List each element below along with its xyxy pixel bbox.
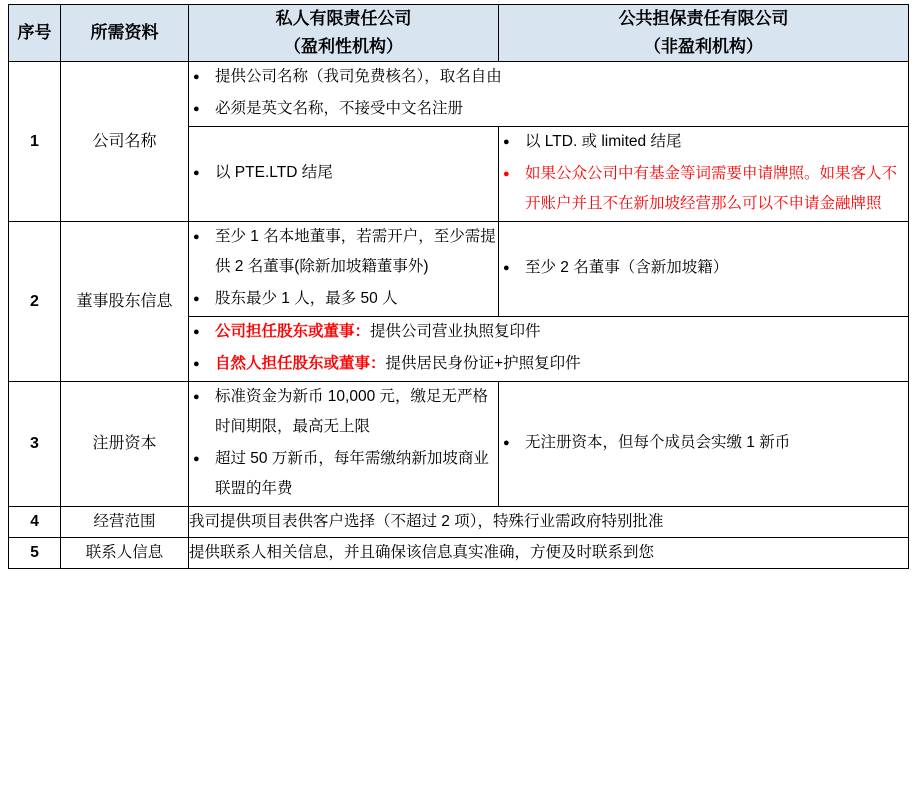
row-number: 2	[9, 222, 61, 382]
list-item: ● 至少 2 名董事（含新加坡籍）	[499, 253, 908, 283]
list-item: ● 标准资金为新币 10,000 元，缴足无严格时间期限，最高无上限	[189, 382, 498, 442]
header-public-line2: （非盈利机构）	[644, 37, 763, 56]
row-item-label: 注册资本	[61, 382, 189, 507]
list-item-text: 提供公司营业执照复印件	[370, 323, 541, 340]
header-public-line1: 公共担保责任有限公司	[618, 9, 789, 28]
emphasis-text: 自然人担任股东或董事：	[215, 355, 386, 372]
list-item: ● 以 LTD. 或 limited 结尾	[499, 127, 908, 157]
row-number: 5	[9, 538, 61, 569]
list-item-warning: ● 如果公众公司中有基金等词需要申请牌照。如果客人不开账户并且不在新加坡经营那么可以不申请金融牌照	[499, 159, 908, 219]
row-number: 4	[9, 507, 61, 538]
emphasis-text: 公司担任股东或董事：	[215, 323, 371, 340]
table-row	[9, 382, 909, 507]
list-item	[189, 317, 908, 347]
header-cell-item: 所需资料	[61, 5, 189, 62]
list-item: ● 超过 50 万新币，每年需缴纳新加坡商业联盟的年费	[189, 444, 498, 504]
row-number: 3	[9, 382, 61, 507]
requirements-table	[8, 4, 909, 569]
table-row	[9, 507, 909, 538]
row-item-label: 联系人信息	[61, 538, 189, 569]
header-cell-private	[189, 5, 499, 62]
table-row	[9, 62, 909, 127]
row5-merged-cell: 提供联系人相关信息，并且确保该信息真实准确，方便及时联系到您	[189, 538, 909, 569]
table-row	[9, 538, 909, 569]
header-cell-public	[499, 5, 909, 62]
list-item: ● 至少 1 名本地董事，若需开户，至少需提供 2 名董事(除新加坡籍董事外)	[189, 222, 498, 282]
row-item-label: 董事股东信息	[61, 222, 189, 382]
row1-private-cell	[189, 127, 499, 222]
row1-public-cell	[499, 127, 909, 222]
row3-public-cell	[499, 382, 909, 507]
row-item-label: 公司名称	[61, 62, 189, 222]
list-item: ● 股东最少 1 人，最多 50 人	[189, 284, 498, 314]
row3-private-cell	[189, 382, 499, 507]
row4-merged-cell: 我司提供项目表供客户选择（不超过 2 项），特殊行业需政府特别批准	[189, 507, 909, 538]
header-private-line2: （盈利性机构）	[284, 37, 403, 56]
list-item-text: 提供居民身份证+护照复印件	[385, 355, 581, 372]
row2-private-cell	[189, 222, 499, 317]
list-item: ● 无注册资本，但每个成员会实缴 1 新币	[499, 428, 908, 458]
list-item: ● 必须是英文名称，不接受中文名注册	[189, 94, 908, 124]
header-private-line1: 私人有限责任公司	[275, 9, 412, 28]
row2-shared-bottom-cell	[189, 317, 909, 382]
list-item: ● 提供公司名称（我司免费核名），取名自由	[189, 62, 908, 92]
table-row	[9, 222, 909, 317]
row-item-label: 经营范围	[61, 507, 189, 538]
table-header-row	[9, 5, 909, 62]
header-cell-no: 序号	[9, 5, 61, 62]
row2-public-cell	[499, 222, 909, 317]
row-number: 1	[9, 62, 61, 222]
row1-shared-cell	[189, 62, 909, 127]
list-item	[189, 349, 908, 379]
list-item: ● 以 PTE.LTD 结尾	[189, 158, 498, 188]
document-page	[0, 4, 922, 812]
